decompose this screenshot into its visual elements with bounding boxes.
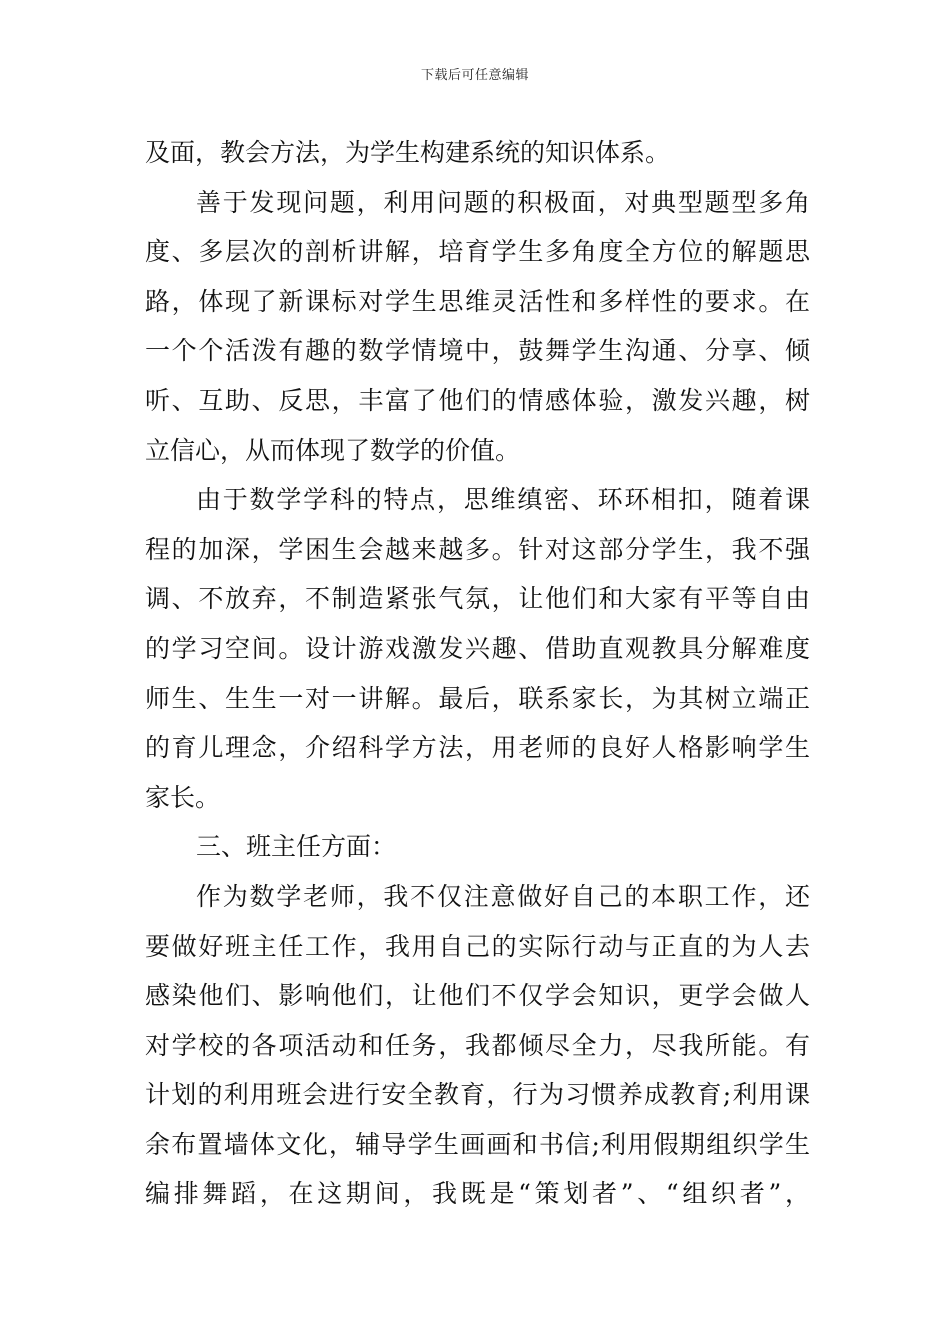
text-line: 调、不放弃，不制造紧张气氛，让他们和大家有平等自由 bbox=[145, 584, 810, 614]
body-text bbox=[145, 128, 810, 1219]
text-line: 路，体现了新课标对学生思维灵活性和多样性的要求。在 bbox=[145, 286, 810, 316]
text-line: 的育儿理念，介绍科学方法，用老师的良好人格影响学生 bbox=[145, 733, 810, 763]
section-heading: 三、班主任方面： bbox=[196, 832, 397, 862]
text-line: 一个个活泼有趣的数学情境中，鼓舞学生沟通、分享、倾 bbox=[145, 336, 810, 366]
text-line: 程的加深，学困生会越来越多。针对这部分学生，我不强 bbox=[145, 534, 810, 564]
text-line: 善于发现问题，利用问题的积极面，对典型题型多角 bbox=[196, 187, 810, 217]
text-line: 编排舞蹈，在这期间，我既是“策划者”、“组织者”， bbox=[145, 1179, 810, 1209]
text-line: 感染他们、影响他们，让他们不仅学会知识，更学会做人 bbox=[145, 981, 810, 1011]
text-line: 要做好班主任工作，我用自己的实际行动与正直的为人去 bbox=[145, 931, 810, 961]
text-line: 家长。 bbox=[145, 782, 221, 812]
text-line: 计划的利用班会进行安全教育，行为习惯养成教育;利用课 bbox=[145, 1080, 810, 1110]
text-line: 听、互助、反思，丰富了他们的情感体验，激发兴趣，树 bbox=[145, 385, 810, 415]
text-line: 的学习空间。设计游戏激发兴趣、借助直观教具分解难度 bbox=[145, 633, 810, 663]
text-line: 师生、生生一对一讲解。最后，联系家长，为其树立端正 bbox=[145, 683, 810, 713]
page-header: 下载后可任意编辑 bbox=[420, 68, 529, 83]
text-line: 立信心，从而体现了数学的价值。 bbox=[145, 435, 521, 465]
text-line: 余布置墙体文化，辅导学生画画和书信;利用假期组织学生 bbox=[145, 1129, 810, 1159]
text-line: 度、多层次的剖析讲解，培育学生多角度全方位的解题思 bbox=[145, 237, 810, 267]
text-line: 对学校的各项活动和任务，我都倾尽全力，尽我所能。有 bbox=[145, 1030, 810, 1060]
text-line: 由于数学学科的特点，思维缜密、环环相扣，随着课 bbox=[196, 485, 810, 515]
text-line: 作为数学老师，我不仅注意做好自己的本职工作，还 bbox=[196, 881, 810, 911]
text-line: 及面，教会方法，为学生构建系统的知识体系。 bbox=[145, 138, 671, 167]
